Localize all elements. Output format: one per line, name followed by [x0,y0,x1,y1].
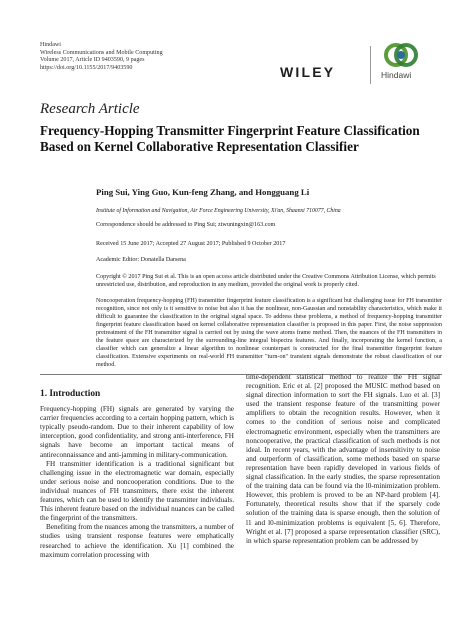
article-type: Research Article [40,101,140,117]
volume-info: Volume 2017, Article ID 9403590, 9 pages [40,57,145,63]
author-list: Ping Sui, Ying Guo, Kun-feng Zhang, and Hongguang Li [96,187,310,197]
journal-header [40,42,163,72]
hindawi-logo-icon [382,40,420,70]
right-column [246,373,440,546]
body-paragraph: Benefiting from the nuances among the transmitters, a number of studies using transient response features were emphatically researched to achieve the identification. Xu [1] combined the maximum correlation processing with [40,523,234,559]
article-title: Frequency-Hopping Transmitter Fingerprint Feature Classification Based on Kernel Collaborative Representation Classifier [40,123,420,155]
publisher-logos [250,38,450,86]
body-paragraph: Frequency-hopping (FH) signals are generated by varying the carrier frequencies according to a certain hopping pattern, which is typically pseudo-random. Due to their inherent capability of low interception, good confidentiality, and strong anti-interference, FH signals have become an important tactical means of antireconnaissance and anti-jamming in military-communication. [40,405,234,459]
journal-name: Wireless Communications and Mobile Computing [40,49,163,56]
body-paragraph: time-dependent statistical method to realize the FH signal recognition. Eric et al. [2] proposed the MUSIC method based on signal direction information to sort the FH signals. Luo et al. [3] used the transient response feature of the transmitting power amplifiers to obtain the recognition results. However, when it comes to the condition of serious noise and complicated electromagnetic environment, especially when the transmitters are noncooperative, the practical classification of such methods is not ideal. In recent years, with the advantage of insensitivity to noise and outperform of classification, some methods based on sparse representation have been rapidly developed in various fields of signal classification. In the early studies, the sparse representation of the training data can be found via the l0-minimization problem. However, this problem is proved to be an NP-hard problem [4]. Fortunately, theoretical results show that if the sparsely code solution of the training data is sparse enough, then the solution of l1 and l0-minimization problems is equivalent [5, 6]. Therefore, Wright et al. [7] proposed a sparse representation classifier (SRC), in which sparse representation problem can be addressed by [246,373,440,545]
copyright-notice: Copyright © 2017 Ping Sui et al. This is an open access article distributed under the Creative Commons Attribution License, which permits unrestricted use, distribution, and reproduction in any medium, provided the original work is properly cited. [96,274,436,288]
hindawi-wordmark: Hindawi [381,70,412,80]
body-paragraph: FH transmitter identification is a traditional significant but challenging issue in the electromagnetic war domain, especially under serious noise and noncooperation conditions. Due to the individual nuances of FH transmitters, there exist the inherent features, which can be used to identify the transmitter individuals. This inherent feature based on the individual nuances can be called the fingerprint of the transmitters. [40,459,234,523]
correspondence: Correspondence should be addressed to Ping Sui; ziwuningxin@163.com [96,222,276,228]
logo-divider [370,46,371,84]
doi-link[interactable]: https://doi.org/10.1155/2017/9403590 [40,64,133,71]
publisher-name: Hindawi [40,42,61,48]
academic-editor: Academic Editor: Donatella Darsena [96,257,186,263]
abstract: Noncooperation frequency-hopping (FH) transmitter fingerprint feature classification is a significant but challenging issue for FH transmitter recognition, since not only is it sensitive to noise but also it has the nonlinear, non-Gaussian and nonstability characteristics, which make it difficult to guarantee the classification in the original signal space. To address these problems, a method of frequency-hopping transmitter fingerprint feature classification based on kernel collaborative representation classifier is proposed in this paper. First, the noise suppression pretreatment of the FH transmitter signal is carried out by using the wave atoms frame method. Then, the nuances of the FH transmitters in the feature space are characterized by the surrounding-line integral bispectra features. And finally, incorporating the kernel function, a classifier which can generalize a linear algorithm to nonlinear counterpart is constructed for the final transmitter fingerprint feature classification. Extensive experiments on real-world FH transmitter "turn-on" transient signals demonstrate the robust classification of our method. [96,298,442,368]
left-column [40,390,234,560]
wiley-logo: WILEY [280,64,336,80]
publication-dates: Received 15 June 2017; Accepted 27 August 2017; Published 9 October 2017 [96,241,286,247]
affiliation: Institute of Information and Navigation, Air Force Engineering University, Xi'an, Shaanxi 710077, China [96,208,341,214]
intro-heading: 1. Introduction [40,389,101,399]
